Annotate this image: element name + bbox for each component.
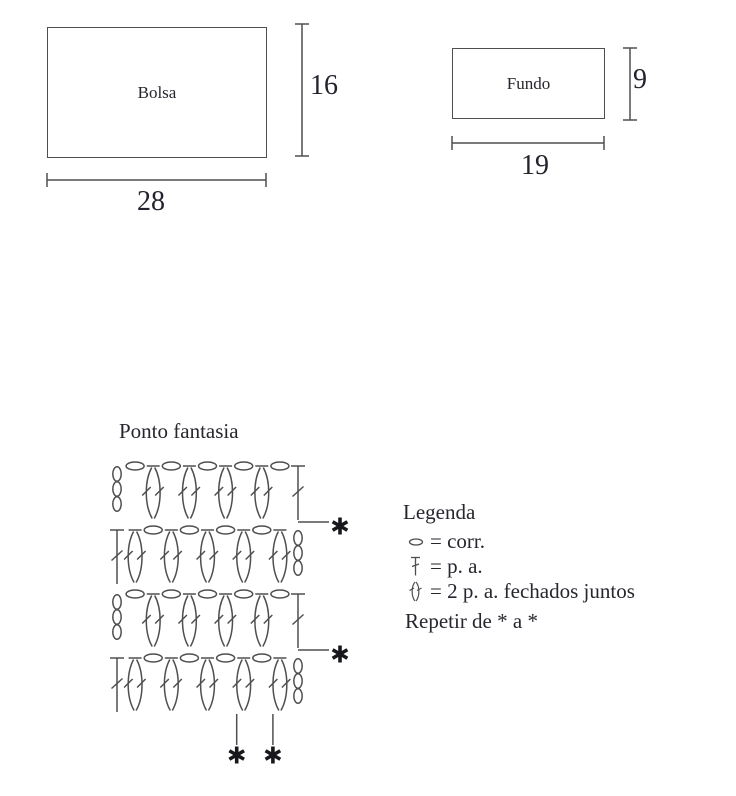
bolsa-height-value: 16 [310, 70, 338, 101]
bolsa-piece-label: Bolsa [137, 82, 177, 102]
legend-item-cluster [403, 579, 703, 604]
fundo-piece-rectangle [452, 48, 605, 119]
legend-item-cluster-text: = 2 p. a. fechados juntos [430, 579, 635, 603]
crochet-stitch-chart [100, 448, 370, 770]
bolsa-width-value: 28 [137, 186, 165, 217]
legend-item-chain-text: = corr. [430, 529, 485, 553]
legend-item-double-crochet-text: = p. a. [430, 554, 483, 578]
legend-item-double-crochet [403, 554, 703, 579]
chain-icon [403, 536, 430, 548]
legend-item-chain [403, 529, 703, 554]
legend-title: Legenda [403, 500, 476, 524]
cluster-2dc-icon [403, 580, 430, 603]
fundo-piece-label: Fundo [506, 73, 551, 93]
fundo-width-dimension-line [451, 135, 606, 151]
legend [403, 500, 703, 634]
bolsa-height-dimension-line [294, 23, 310, 157]
fundo-width-value: 19 [521, 150, 549, 181]
legend-repeat-note: Repetir de * a * [405, 609, 538, 633]
stitch-pattern-title: Ponto fantasia [119, 419, 239, 443]
double-crochet-icon [403, 556, 430, 577]
bolsa-piece-rectangle [47, 27, 267, 158]
fundo-height-value: 9 [633, 64, 647, 95]
